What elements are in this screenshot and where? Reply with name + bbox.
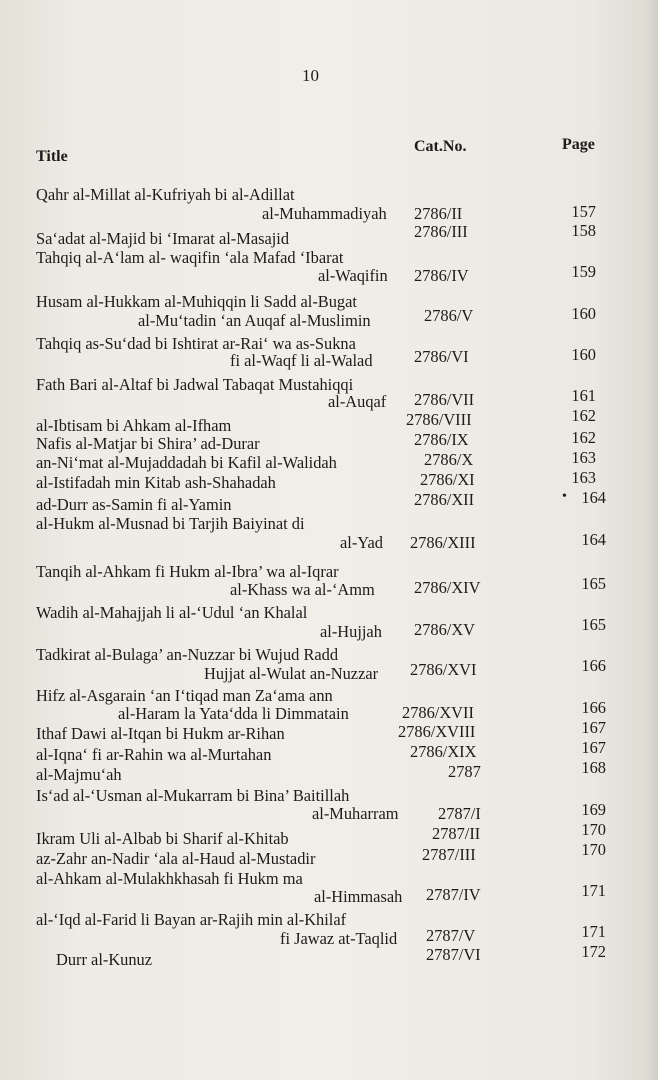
entry-title-continued: al-Haram la Yata‘dda li Dimmatain [118,704,349,723]
entry-page: 171 [581,881,606,900]
entry-page: 157 [571,202,596,221]
entry-title-continued: Hujjat al-Wulat an-Nuzzar [204,664,379,683]
entry-cat-no: 2786/X [424,450,474,469]
entry-page: 161 [571,386,596,405]
entry-cat-no: 2786/XVII [402,703,474,722]
entry-title: Ithaf Dawi al-Itqan bi Hukm ar-Rihan [36,724,285,743]
entry-page: 171 [581,922,606,941]
entry-cat-no: 2786/III [414,222,468,241]
entry-cat-no: 2787/II [432,824,481,843]
entry-title: Husam al-Hukkam al-Muhiqqin li Sadd al-Bugat [36,292,357,311]
entry-title: Is‘ad al-‘Usman al-Mukarram bi Bina’ Baitillah [36,786,350,805]
entry-title: Ikram Uli al-Albab bi Sharif al-Khitab [36,829,289,848]
entry-cat-no: 2786/XIV [414,578,481,597]
entry-title: Tahqiq al-A‘lam al- waqifin ‘ala Mafad ‘Ibarat [36,248,344,267]
entry-cat-no: 2786/XVIII [398,722,476,741]
entry-cat-no: 2787/IV [426,885,481,904]
entry-title: Sa‘adat al-Majid bi ‘Imarat al-Masajid [36,229,290,248]
entry-cat-no: 2786/VIII [406,410,472,429]
entry-page: 168 [581,758,606,777]
entry-page: 165 [581,574,606,593]
entry-page: 166 [581,698,606,717]
entry-page: 160 [571,304,596,323]
entry-title-continued: al-Yad [340,533,383,552]
entry-title: Qahr al-Millat al-Kufriyah bi al-Adillat [36,185,295,204]
title-column-header: Title [36,148,68,165]
entry-title-continued: al-Mu‘tadin ‘an Auqaf al-Muslimin [138,311,371,330]
entry-title: Nafis al-Matjar bi Shira’ ad-Durar [36,434,260,453]
page-column-header: Page [562,136,595,153]
catno-column-header: Cat.No. [414,138,467,155]
entry-title-continued: al-Muhammadiyah [262,204,387,223]
entry-cat-no: 2787/V [426,926,476,945]
entry-title-continued: al-Himmasah [314,887,403,906]
entry-cat-no: 2786/VI [414,347,469,366]
entry-title: az-Zahr an-Nadir ‘ala al-Haud al-Mustadir [36,849,316,868]
entry-title-continued: al-Waqifin [318,266,388,285]
entry-page: 170 [581,840,606,859]
entry-page: 164 [581,488,606,507]
entry-title: an-Ni‘mat al-Mujaddadah bi Kafil al-Walidah [36,453,337,472]
entry-page: 166 [581,656,606,675]
entry-title-continued: fi Jawaz at-Taqlid [280,929,398,948]
entry-page: 162 [571,428,596,447]
entry-title-continued: fi al-Waqf li al-Walad [230,351,373,370]
entry-cat-no: 2787/VI [426,945,481,964]
page-number: 10 [302,66,319,85]
entry-cat-no: 2786/XIII [410,533,476,552]
entry-title: Fath Bari al-Altaf bi Jadwal Tabaqat Mustahiqqi [36,375,354,394]
entry-page: 164 [581,530,606,549]
entry-page: 167 [581,718,606,737]
entry-title: ad-Durr as-Samin fi al-Yamin [36,495,232,514]
entry-title: Tadkirat al-Bulaga’ an-Nuzzar bi Wujud Radd [36,645,339,664]
entry-title: Tanqih al-Ahkam fi Hukm al-Ibra’ wa al-Iqrar [36,562,339,581]
entry-page: 162 [571,406,596,425]
entry-title: al-Ahkam al-Mulakhkhasah fi Hukm ma [36,869,303,888]
entry-page: 165 [581,615,606,634]
entry-title: al-Istifadah min Kitab ash-Shahadah [36,473,276,492]
entry-page: 158 [571,221,596,240]
entry-cat-no: 2786/II [414,204,463,223]
entry-page: 170 [581,820,606,839]
entry-title: Wadih al-Mahajjah li al-‘Udul ‘an Khalal [36,603,308,622]
entry-page: 172 [581,942,606,961]
entry-page: 160 [571,345,596,364]
entry-title-continued: al-Auqaf [328,392,387,411]
entry-title-continued: al-Hujjah [320,622,382,641]
entry-cat-no: 2786/XII [414,490,475,509]
entry-title: al-Majmu‘ah [36,765,122,784]
entry-title: Tahqiq as-Su‘dad bi Ishtirat ar-Rai‘ wa as-Sukna [36,334,356,353]
entry-title: al-Iqna‘ fi ar-Rahin wa al-Murtahan [36,745,272,764]
entry-cat-no: 2786/XVI [410,660,477,679]
entry-cat-no: 2786/IX [414,430,469,449]
entry-title: al-Hukm al-Musnad bi Tarjih Baiyinat di [36,514,305,533]
entry-title: Hifz al-Asgarain ‘an I‘tiqad man Za‘ama ann [36,686,333,705]
entry-page: 163 [571,468,596,487]
entry-page: 167 [581,738,606,757]
entry-cat-no: 2786/VII [414,390,475,409]
stray-mark: • [562,489,567,504]
entry-page: 163 [571,448,596,467]
entry-cat-no: 2787/I [438,804,481,823]
entry-page: 159 [571,262,596,281]
entry-cat-no: 2786/XI [420,470,475,489]
entry-title-continued: al-Khass wa al-‘Amm [230,580,375,599]
entry-title: Durr al-Kunuz [56,950,153,969]
entry-cat-no: 2787 [448,762,481,781]
entry-cat-no: 2786/V [424,306,474,325]
entry-cat-no: 2787/III [422,845,476,864]
entry-cat-no: 2786/XIX [410,742,477,761]
entry-title: al-‘Iqd al-Farid li Bayan ar-Rajih min al-Khilaf [36,910,347,929]
entry-title-continued: al-Muharram [312,804,399,823]
entry-cat-no: 2786/IV [414,266,469,285]
entry-cat-no: 2786/XV [414,620,476,639]
entry-title: al-Ibtisam bi Ahkam al-Ifham [36,416,232,435]
page-edge-shadow [646,0,658,1080]
entry-page: 169 [581,800,606,819]
